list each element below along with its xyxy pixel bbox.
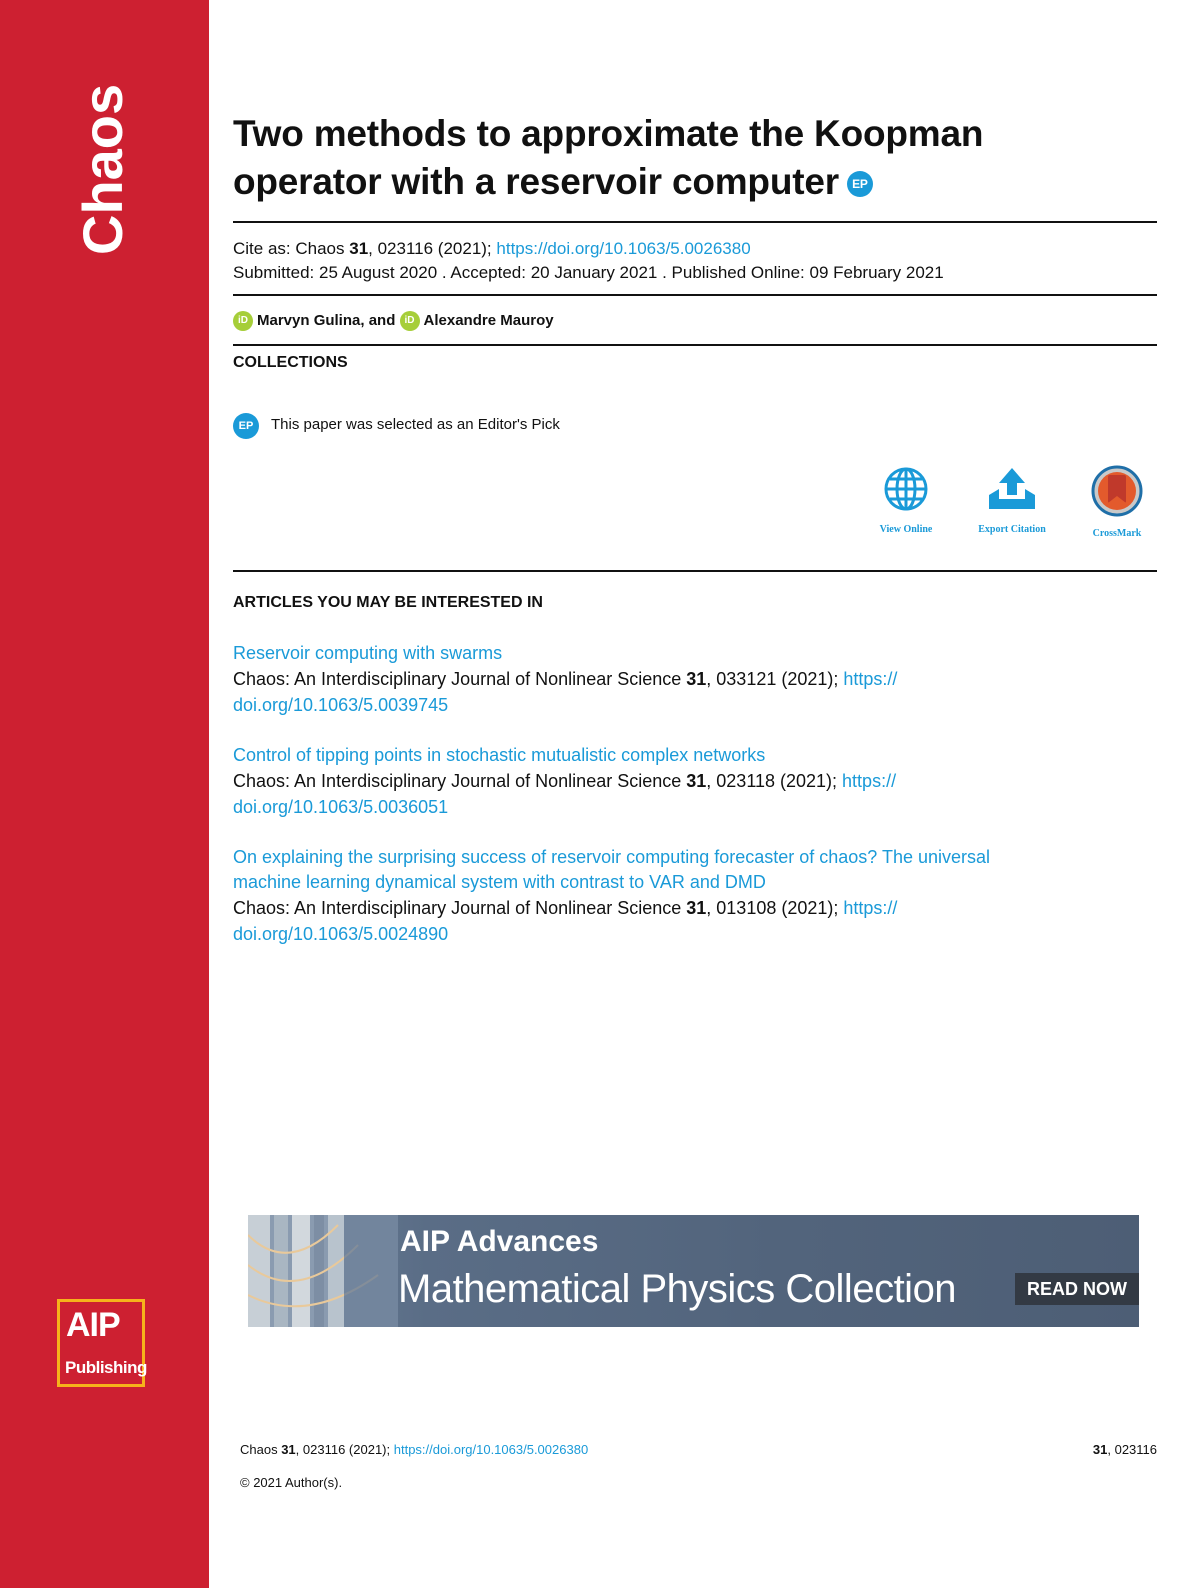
title-line-1: Two methods to approximate the Koopman xyxy=(233,113,984,154)
editors-pick-note[interactable] xyxy=(233,412,560,439)
related-article-title[interactable]: Reservoir computing with swarms xyxy=(233,643,503,663)
banner-collection: Mathematical Physics Collection xyxy=(398,1267,957,1311)
footer-page-volume: 31 xyxy=(1092,1442,1108,1457)
logo-sub-text: Publishing xyxy=(65,1358,147,1377)
doi-link[interactable]: doi.org/10.1063/5.0036051 xyxy=(233,797,449,817)
banner-journal: AIP Advances xyxy=(400,1225,599,1258)
author-list xyxy=(233,309,554,333)
divider xyxy=(233,294,1157,296)
journal-name: Chaos xyxy=(71,83,134,255)
footer-doi-link[interactable]: https://doi.org/10.1063/5.0026380 xyxy=(393,1442,589,1457)
volume-number: 31 xyxy=(686,669,707,689)
related-article xyxy=(233,845,1157,947)
journal-name-vertical xyxy=(54,80,174,260)
advertisement-banner[interactable] xyxy=(248,1215,1139,1327)
journal-name-text: Chaos: An Interdisciplinary Journal of Nonlinear Science xyxy=(233,669,687,689)
volume-number: 31 xyxy=(686,898,707,918)
title-line-2-text: operator with a reservoir computer xyxy=(233,161,839,202)
related-article-citation xyxy=(233,895,1157,947)
crossmark-icon xyxy=(1091,465,1143,517)
cite-rest: , 023116 (2021); xyxy=(368,239,497,258)
doi-link[interactable]: https:// xyxy=(843,669,898,689)
article-title[interactable] xyxy=(233,110,1157,206)
crossmark-button[interactable] xyxy=(1067,465,1167,539)
doi-link[interactable]: doi.org/10.1063/5.0039745 xyxy=(233,695,449,715)
collections-heading: COLLECTIONS xyxy=(233,354,348,371)
title-line-2 xyxy=(233,158,1157,206)
citation-line xyxy=(233,237,944,261)
logo-main-text: AIP xyxy=(66,1306,120,1344)
footer-rest: , 023116 (2021); xyxy=(295,1442,394,1457)
journal-sidebar xyxy=(0,0,209,1588)
footer-citation xyxy=(240,1440,588,1460)
read-now-button[interactable]: READ NOW xyxy=(1015,1273,1139,1305)
editors-pick-text: This paper was selected as an Editor's Pick xyxy=(271,416,560,433)
doi-link[interactable]: doi.org/10.1063/5.0024890 xyxy=(233,924,449,944)
related-article-title-line: machine learning dynamical system with contrast to VAR and DMD xyxy=(233,872,766,892)
aip-publishing-logo[interactable] xyxy=(57,1299,145,1387)
export-icon xyxy=(986,465,1038,513)
author-name[interactable]: Alexandre Mauroy xyxy=(423,312,554,329)
editors-pick-icon: EP xyxy=(233,413,259,439)
doi-link[interactable]: https:// xyxy=(842,771,897,791)
crossmark-label: CrossMark xyxy=(1092,528,1142,539)
citation-block xyxy=(233,237,944,285)
orcid-icon[interactable]: iD xyxy=(233,311,253,331)
export-citation-label: Export Citation xyxy=(978,524,1046,535)
footer-journal: Chaos xyxy=(240,1442,282,1457)
doi-link[interactable]: https:// xyxy=(843,898,898,918)
footer-page-id xyxy=(1093,1440,1157,1460)
divider xyxy=(233,344,1157,346)
footer-page-number: , 023116 xyxy=(1107,1442,1157,1457)
citation-rest: , 023118 (2021); xyxy=(706,771,843,791)
related-article xyxy=(233,641,1157,718)
cite-prefix: Cite as: Chaos xyxy=(233,239,350,258)
globe-icon xyxy=(882,465,930,513)
related-articles-heading: ARTICLES YOU MAY BE INTERESTED IN xyxy=(233,594,543,611)
volume-number: 31 xyxy=(686,771,707,791)
related-article-citation xyxy=(233,666,1157,718)
editors-pick-icon: EP xyxy=(847,171,873,197)
banner-artwork xyxy=(248,1215,398,1327)
citation-rest: , 013108 (2021); xyxy=(706,898,844,918)
author-separator: , and xyxy=(360,312,400,329)
related-article xyxy=(233,743,1157,820)
copyright-notice: © 2021 Author(s). xyxy=(240,1475,343,1490)
article-doi-link[interactable]: https://doi.org/10.1063/5.0026380 xyxy=(496,239,751,258)
citation-rest: , 033121 (2021); xyxy=(706,669,844,689)
journal-name-text: Chaos: An Interdisciplinary Journal of Nonlinear Science xyxy=(233,771,687,791)
footer-volume: 31 xyxy=(281,1442,296,1457)
related-article-citation xyxy=(233,768,1157,820)
view-online-button[interactable] xyxy=(856,465,956,535)
related-article-title[interactable] xyxy=(233,845,1157,895)
export-citation-button[interactable] xyxy=(962,465,1062,535)
publication-dates: Submitted: 25 August 2020 . Accepted: 20 January 2021 . Published Online: 09 February 2021 xyxy=(233,263,944,282)
view-online-label: View Online xyxy=(879,524,933,535)
author-name[interactable]: Marvyn Gulina xyxy=(257,312,361,329)
related-article-title[interactable]: Control of tipping points in stochastic mutualistic complex networks xyxy=(233,745,766,765)
orcid-icon[interactable]: iD xyxy=(400,311,420,331)
divider xyxy=(233,570,1157,572)
journal-name-text: Chaos: An Interdisciplinary Journal of Nonlinear Science xyxy=(233,898,687,918)
related-article-title-line: On explaining the surprising success of reservoir computing forecaster of chaos? The universal xyxy=(233,847,991,867)
divider xyxy=(233,221,1157,223)
cite-volume: 31 xyxy=(349,239,369,258)
